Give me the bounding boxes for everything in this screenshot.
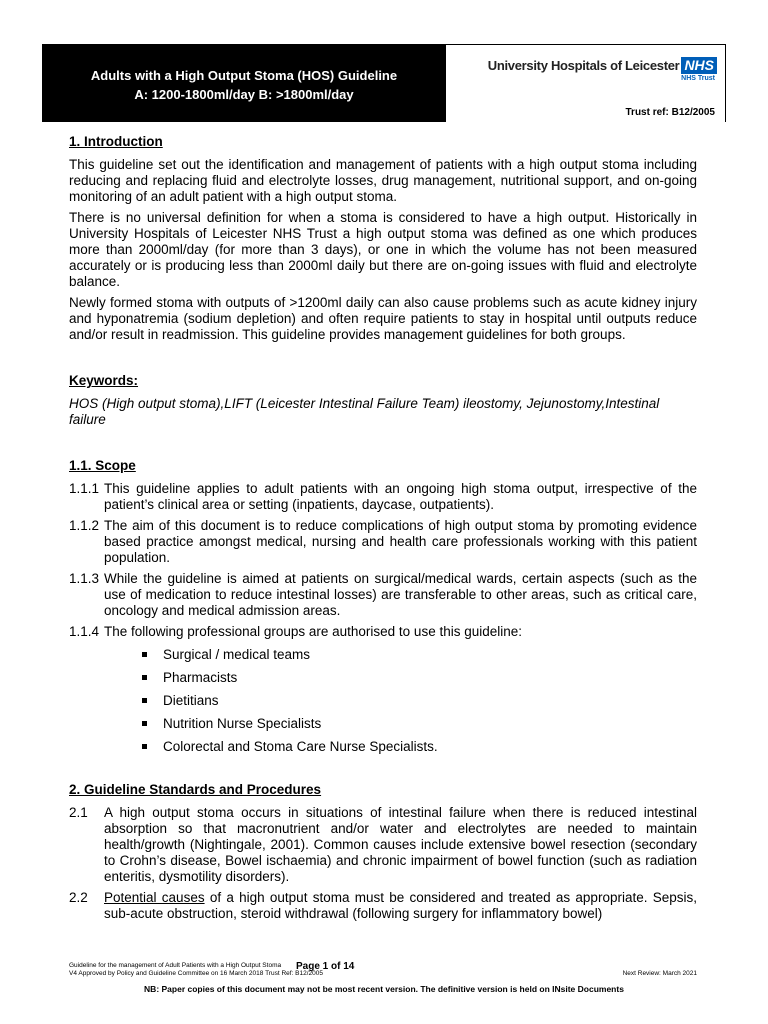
nhs-badge: NHS (681, 57, 717, 74)
scope-item-number: 1.1.1 (69, 481, 100, 496)
standards-item-text: A high output stoma occurs in situations of intestinal failure when there is reduced intestinal absorption so that macronutrient and/or water and electrolytes are needed to maintain health/growth (Nightingale, 2001). Common causes include extensive bowel resection (secondary to Crohn’s disease, Bowel ischaemia) and chronic impairment of bowel function (such as radiation enteritis, dysmotility disorders). (104, 805, 697, 884)
footer-note: NB: Paper copies of this document may not be most recent version. The definitive version is held on INsite Documents (144, 984, 624, 994)
footer-line-1: Guideline for the management of Adult Patients with a High Output Stoma (69, 962, 282, 969)
scope-heading: 1.1. Scope (69, 458, 136, 473)
scope-item-text: The aim of this document is to reduce complications of high output stoma by promoting evidence based practice amongst medical, nursing and health care professionals working with this patient population. (104, 518, 697, 565)
document-body (69, 134, 697, 922)
list-item: Pharmacists (140, 666, 697, 689)
standards-heading: 2. Guideline Standards and Procedures (69, 782, 322, 797)
scope-item-text: The following professional groups are authorised to use this guideline: (104, 624, 523, 639)
document-title-line1: Adults with a High Output Stoma (HOS) Guideline (90, 68, 398, 83)
scope-item (69, 518, 697, 566)
standards-item-text (104, 890, 697, 922)
scope-item-text: While the guideline is aimed at patients on surgical/medical wards, certain aspects (such as the use of medication to reduce intestinal losses) are transferable to other areas, such as critical care, oncology and medical admission areas. (104, 571, 697, 618)
trust-logo (488, 57, 717, 82)
scope-item (69, 571, 697, 619)
scope-item-number: 1.1.3 (69, 571, 100, 586)
document-title-box (42, 44, 446, 122)
scope-item (69, 481, 697, 513)
list-item: Surgical / medical teams (140, 643, 697, 666)
intro-heading: 1. Introduction (69, 134, 163, 149)
keywords-text: HOS (High output stoma),LIFT (Leicester Intestinal Failure Team) ileostomy, Jejunostomy,Intestinal failure (69, 396, 660, 427)
page-footer (69, 962, 697, 978)
scope-item-number: 1.1.2 (69, 518, 100, 533)
footer-line-2-left: V4 Approved by Policy and Guideline Committee on 16 March 2018 Trust Ref: B12/2005 (69, 970, 324, 977)
trust-ref: Trust ref: B12/2005 (625, 107, 715, 118)
potential-causes-term: Potential causes (104, 890, 205, 905)
list-item: Dietitians (140, 689, 697, 712)
logo-text: University Hospitals of Leicester (487, 58, 680, 73)
footer-next-review: Next Review: March 2021 (622, 970, 697, 977)
standards-item-continuation: of a high output stoma must be considered and treated as appropriate. Sepsis, sub-acute obstruction, steroid withdrawal (following surgery for inflammatory bowel) (104, 890, 697, 921)
logo-subtext: NHS Trust (681, 75, 715, 82)
intro-paragraph-1: This guideline set out the identification and management of patients with a high output stoma including reducing and replacing fluid and electrolyte losses, drug management, nutritional support, and on-going monitoring of an adult patient with a high output stoma. (69, 157, 697, 204)
intro-paragraph-2: There is no universal definition for when a stoma is considered to have a high output. Historically in University Hospitals of Leicester NHS Trust a high output stoma was defined as one which produces more than 2000ml/day (for more than 3 days), or one in which the volume has not been measured accurately or is producing less than 2000ml daily but there are on-going issues with fluid and electrolyte balance. (69, 210, 697, 289)
document-title-line2: A: 1200-1800ml/day B: >1800ml/day (134, 87, 354, 102)
list-item: Nutrition Nurse Specialists (140, 712, 697, 735)
intro-paragraph-3: Newly formed stoma with outputs of >1200ml daily can also cause problems such as acute kidney injury and hyponatremia (sodium depletion) and often require patients to stay in hospital until outputs reduce and/or result in readmission. This guideline provides management guidelines for both groups. (69, 295, 697, 342)
professional-groups-list (69, 643, 697, 758)
list-item: Colorectal and Stoma Care Nurse Specialists. (140, 735, 697, 758)
header-logo-panel (446, 44, 726, 122)
scope-item (69, 624, 697, 640)
keywords-heading: Keywords: (69, 373, 139, 388)
standards-item-number: 2.2 (69, 890, 88, 905)
standards-item (69, 805, 697, 885)
standards-item-number: 2.1 (69, 805, 88, 820)
scope-item-number: 1.1.4 (69, 624, 100, 639)
scope-item-text: This guideline applies to adult patients with an ongoing high stoma output, irrespective of the patient’s clinical area or setting (inpatients, daycase, outpatients). (104, 481, 697, 512)
standards-item (69, 890, 697, 922)
page-number: Page 1 of 14 (296, 961, 355, 972)
